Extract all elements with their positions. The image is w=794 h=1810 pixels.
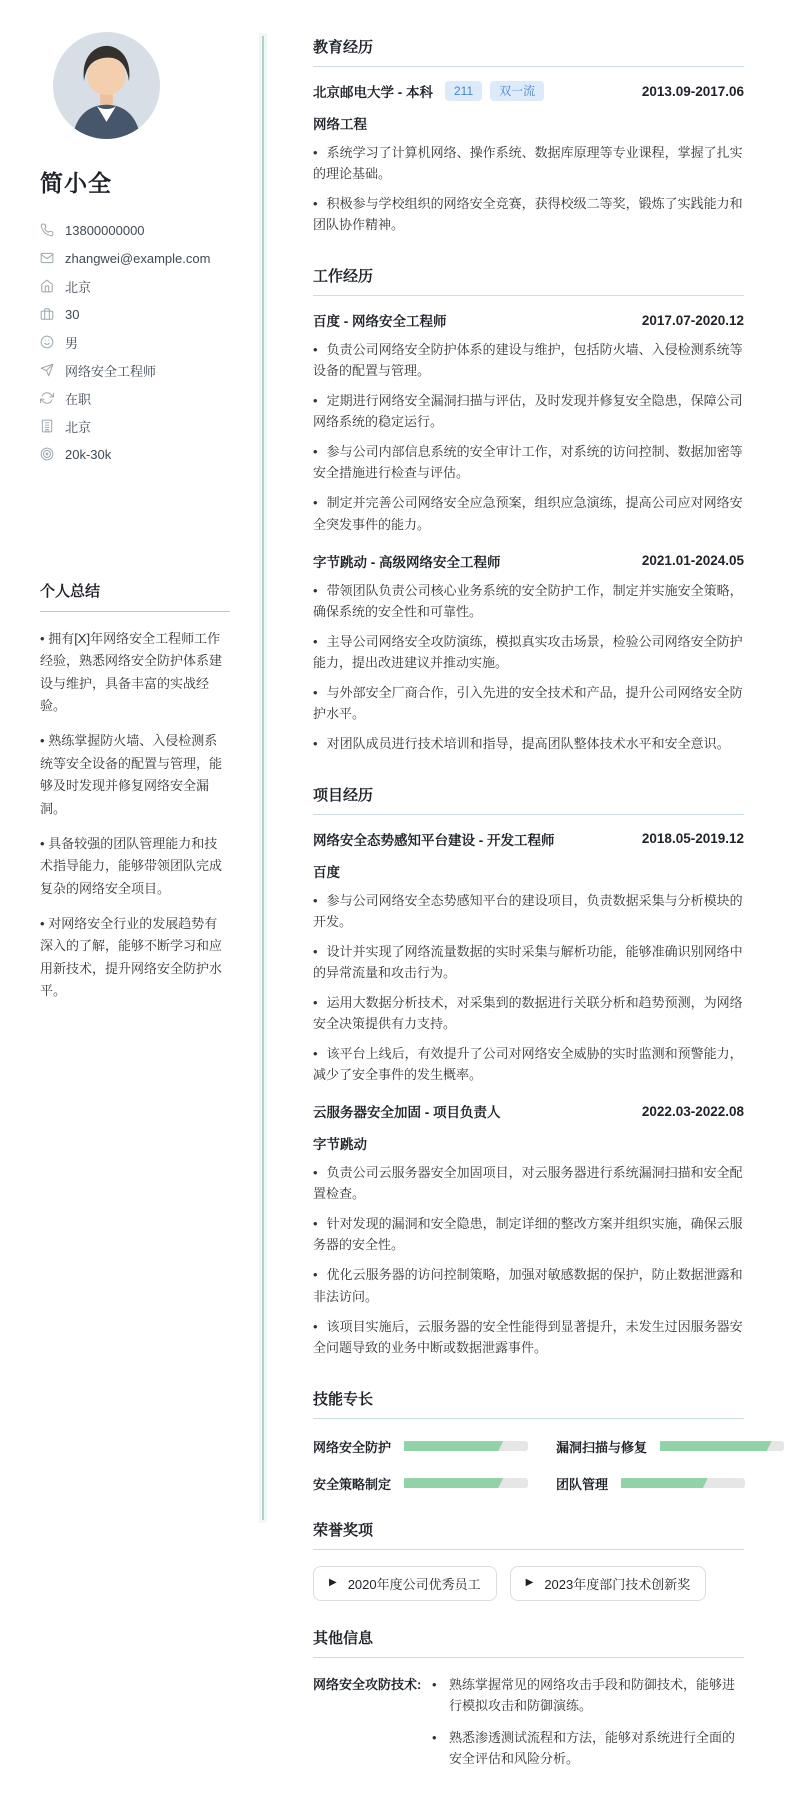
contact-value: 在职 [65,391,92,407]
bullet-text: 系统学习了计算机网络、操作系统、数据库原理等专业课程，掌握了扎实的理论基础。 [313,145,743,182]
work-title: 工作经历 [313,265,744,296]
bullet-text: 针对发现的漏洞和安全隐患，制定详细的整改方案并组织实施，确保云服务器的安全性。 [313,1216,743,1253]
work-bullets [313,339,744,534]
play-icon [329,1578,337,1588]
work-entry [313,551,744,754]
honor-chip[interactable] [510,1566,707,1601]
skill-label: 网络安全防护 [313,1439,392,1455]
bullet-text: 负责公司网络安全防护体系的建设与维护，包括防火墙、入侵检测系统等设备的配置与管理。 [313,342,743,379]
avatar-portrait-illustration [53,32,160,139]
education-entry-head [313,81,744,101]
contact-value: 13800000000 [65,222,145,238]
section-projects [313,784,744,1358]
school-badge: 双一流 [490,81,544,101]
summary-title: 个人总结 [40,580,230,612]
bullet-text: 带领团队负责公司核心业务系统的安全防护工作，制定并实施安全策略，确保系统的安全性和可靠性。 [313,582,743,619]
bullet-dot [313,196,318,211]
mail-icon [40,251,54,265]
contact-value: 北京 [65,419,92,435]
bullet-dot [40,733,45,748]
other-bullet [432,1727,744,1769]
summary-bullet [40,833,230,900]
bullet-dot [40,631,45,646]
bullet-dot [313,495,318,510]
bullet-dot [432,1674,437,1695]
bullet-dot [313,444,318,459]
home-icon [40,279,54,293]
section-work [313,265,744,754]
face-icon [40,335,54,349]
honors-title: 荣誉奖项 [313,1519,744,1550]
bullet-item [313,1264,744,1306]
project-company: 字节跳动 [313,1137,367,1153]
project-role: 网络安全态势感知平台建设 - 开发工程师 [313,832,555,848]
bullet-text: 参与公司内部信息系统的安全审计工作，对系统的访问控制、数据加密等安全措施进行检查与评估。 [313,444,743,481]
contact-value: 网络安全工程师 [65,363,157,379]
bullet-item [313,992,744,1034]
skill-label: 安全策略制定 [313,1476,392,1492]
bullet-dot [313,995,318,1010]
other-bullets [432,1674,744,1780]
bullet-dot [313,1267,318,1282]
bullet-dot [40,836,45,851]
school-badge: 211 [445,81,482,101]
bullet-item [313,1213,744,1255]
bullet-dot [313,685,318,700]
contact-row-location [40,272,232,300]
work-entries [313,310,744,754]
education-entries [313,81,744,235]
school-badges [445,81,544,101]
skill-label: 漏洞扫描与修复 [556,1439,648,1455]
bullet-item [313,339,744,381]
section-education [313,36,744,235]
vertical-divider [262,36,264,1520]
project-date: 2022.03-2022.08 [641,1103,744,1119]
refresh-icon [40,391,54,405]
send-icon [40,363,54,377]
skill-bar-fill [404,1478,503,1488]
honor-label: 2020年度公司优秀员工 [347,1576,481,1592]
summary-bullet-text: 拥有[X]年网络安全工程师工作经验，熟悉网络安全防护体系建设与维护，具备丰富的实战经验。 [40,631,223,714]
skills-grid [313,1437,744,1493]
summary-bullet-text: 具备较强的团队管理能力和技术指导能力，能够带领团队完成复杂的网络安全项目。 [40,835,223,896]
school-name: 北京邮电大学 - 本科 [313,85,433,100]
building-icon [40,419,54,433]
bullet-text: 与外部安全厂商合作，引入先进的安全技术和产品，提升公司网络安全防护水平。 [313,684,743,721]
bullet-item [313,1316,744,1358]
bullet-item [313,580,744,622]
project-role: 云服务器安全加固 - 项目负责人 [313,1105,501,1121]
project-entries [313,829,744,1358]
other-bullet [432,1674,744,1716]
work-date: 2017.07-2020.12 [641,312,744,328]
company-role: 字节跳动 - 高级网络安全工程师 [313,554,501,570]
contact-list [40,216,232,468]
summary-bullet-text: 对网络安全行业的发展趋势有深入的了解，能够不断学习和应用新技术，提升网络安全防护水平。 [40,915,223,999]
bullet-text: 该平台上线后，有效提升了公司对网络安全威胁的实时监测和预警能力，减少了安全事件的发生概率。 [313,1046,743,1083]
bullet-dot [313,893,318,908]
work-entry-head [313,551,744,571]
sidebar [40,0,232,1032]
work-bullets [313,580,744,754]
bullet-item [313,941,744,983]
contact-row-gender [40,328,232,356]
bullet-item [313,390,744,432]
contact-value: 北京 [65,279,92,295]
bullet-dot [313,634,318,649]
bullet-item [313,890,744,932]
skill-item [556,1437,784,1456]
summary-section [40,580,230,1002]
skill-item [313,1437,528,1456]
bullet-item [313,631,744,673]
project-bullets [313,890,744,1085]
education-entry [313,81,744,235]
contact-row-email [40,244,232,272]
project-entry-head [313,829,744,849]
education-date: 2013.09-2017.06 [641,83,744,99]
skill-bar-fill [621,1478,708,1488]
project-company: 百度 [313,864,340,880]
bullet-text: 优化云服务器的访问控制策略，加强对敏感数据的保护，防止数据泄露和非法访问。 [313,1267,743,1304]
section-skills [313,1388,744,1493]
skill-bar-track [404,1441,528,1451]
play-icon [526,1578,534,1588]
bullet-item [313,193,744,235]
bullet-item [313,1043,744,1085]
bullet-dot [313,1165,318,1180]
company-role: 百度 - 网络安全工程师 [313,314,447,330]
bullet-text: 该项目实施后，云服务器的安全性能得到显著提升，未发生过因服务器安全问题导致的业务中断或数据泄露事件。 [313,1318,743,1355]
bullet-dot [40,916,45,931]
target-icon [40,447,54,461]
work-entry [313,310,744,534]
bullet-dot [313,145,318,160]
skills-title: 技能专长 [313,1388,744,1419]
project-entry-head [313,1101,744,1121]
work-date: 2021.01-2024.05 [641,553,744,569]
bullet-dot [432,1727,437,1748]
bullet-item [313,733,744,754]
project-bullets [313,1162,744,1357]
bullet-item [313,682,744,724]
summary-bullet [40,628,230,717]
main-content [313,36,744,1810]
section-other [313,1627,744,1780]
bullet-item [313,142,744,184]
bullet-dot [313,393,318,408]
education-bullets [313,142,744,235]
honor-label: 2023年度部门技术创新奖 [544,1576,691,1592]
summary-bullets [40,628,230,1002]
contact-row-city [40,412,232,440]
phone-icon [40,223,54,237]
bullet-dot [313,944,318,959]
avatar [53,32,160,139]
other-category-label: 网络安全攻防技术: [313,1676,422,1692]
education-title: 教育经历 [313,36,744,67]
skill-bar-fill [660,1441,772,1451]
bullet-item [313,1162,744,1204]
project-date: 2018.05-2019.12 [641,831,744,847]
contact-row-status [40,384,232,412]
bullet-text: 运用大数据分析技术，对采集到的数据进行关联分析和趋势预测，为网络安全决策提供有力支持。 [313,995,743,1032]
work-entry-head [313,310,744,330]
candidate-name: 简小全 [40,170,112,196]
skill-label: 团队管理 [556,1476,609,1492]
contact-row-job-title [40,356,232,384]
bullet-dot [313,1216,318,1231]
contact-value: 20k-30k [65,446,112,462]
other-bullet-text: 熟练掌握常见的网络攻击手段和防御技术，能够进行模拟攻击和防御演练。 [449,1676,736,1713]
bullet-text: 积极参与学校组织的网络安全竞赛，获得校级二等奖，锻炼了实践能力和团队协作精神。 [313,196,743,233]
section-honors [313,1519,744,1601]
bullet-item [313,441,744,483]
contact-row-age [40,300,232,328]
bullet-text: 负责公司云服务器安全加固项目，对云服务器进行系统漏洞扫描和安全配置检查。 [313,1165,743,1202]
summary-bullet-text: 熟练掌握防火墙、入侵检测系统等安全设备的配置与管理，能够及时发现并修复网络安全漏洞。 [40,733,223,816]
project-entry [313,1101,744,1357]
contact-value: 30 [65,306,80,322]
major: 网络工程 [313,117,367,132]
summary-bullet [40,913,230,1002]
briefcase-icon [40,307,54,321]
skill-bar-fill [404,1441,503,1451]
contact-value: zhangwei@example.com [65,250,211,266]
contact-row-salary [40,440,232,468]
bullet-item [313,492,744,534]
bullet-dot [313,342,318,357]
bullet-text: 主导公司网络安全攻防演练，模拟真实攻击场景，检验公司网络安全防护能力，提出改进建议并推动实施。 [313,633,743,670]
skill-bar-track [660,1441,784,1451]
project-entry [313,829,744,1085]
bullet-dot [313,736,318,751]
projects-title: 项目经历 [313,784,744,815]
skill-bar-track [404,1478,528,1488]
other-bullet-text: 熟悉渗透测试流程和方法，能够对系统进行全面的安全评估和风险分析。 [449,1729,736,1766]
contact-value: 男 [65,335,79,351]
bullet-text: 制定并完善公司网络安全应急预案，组织应急演练，提高公司应对网络安全突发事件的能力。 [313,495,743,532]
bullet-text: 定期进行网络安全漏洞扫描与评估，及时发现并修复安全隐患，保障公司网络系统的稳定运行。 [313,393,743,430]
bullet-dot [313,1046,318,1061]
bullet-text: 设计并实现了网络流量数据的实时采集与解析功能，能够准确识别网络中的异常流量和攻击行为。 [313,943,743,981]
skill-item [313,1474,528,1493]
honor-list [313,1566,744,1601]
bullet-dot [313,1319,318,1334]
other-info-row [313,1674,744,1780]
other-title: 其他信息 [313,1627,744,1658]
contact-row-phone [40,216,232,244]
honor-chip[interactable] [313,1566,497,1601]
skill-item [556,1474,784,1493]
bullet-dot [313,583,318,598]
skill-bar-track [621,1478,745,1488]
bullet-text: 参与公司网络安全态势感知平台的建设项目，负责数据采集与分析模块的开发。 [313,892,743,929]
bullet-text: 对团队成员进行技术培训和指导，提高团队整体技术水平和安全意识。 [326,735,730,751]
summary-bullet [40,730,230,819]
